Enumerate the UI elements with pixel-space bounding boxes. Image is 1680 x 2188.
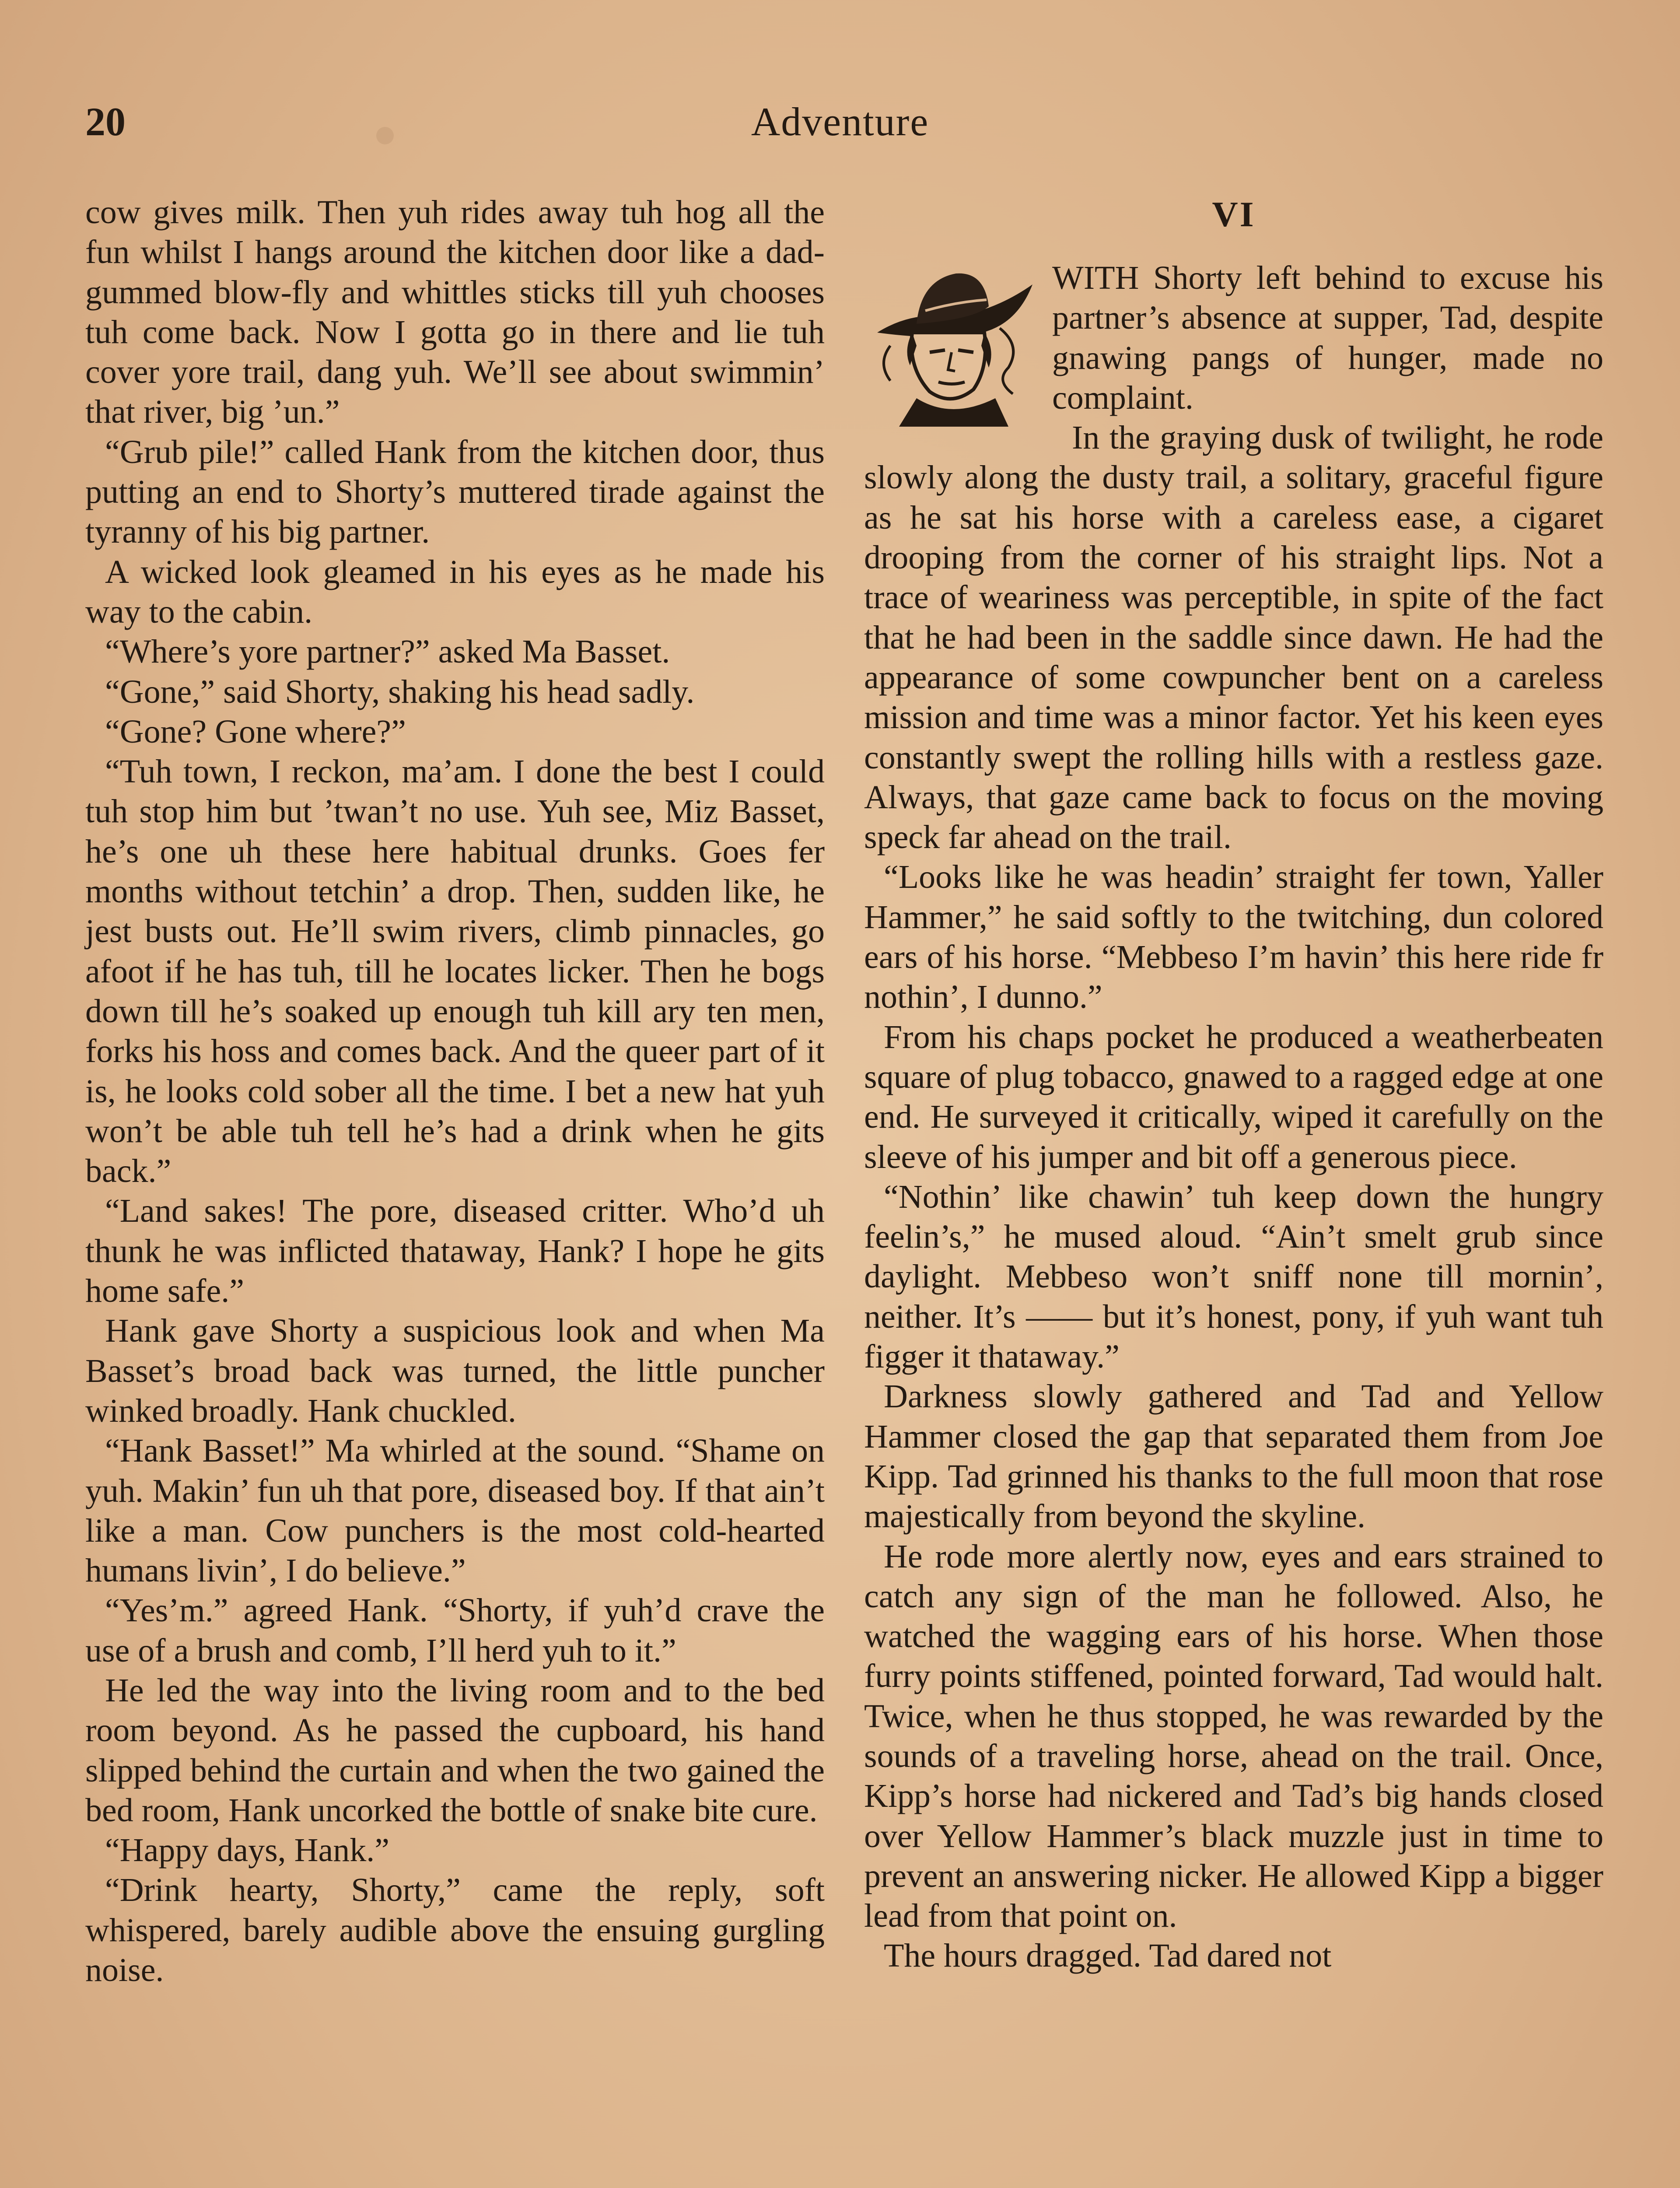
paragraph: “Land sakes! The pore, diseased critter. Who’d uh thunk he was inflicted thataway, Hank? I hope he gits home safe.”	[85, 1192, 825, 1310]
page-header	[85, 91, 1595, 152]
paragraph: In the graying dusk of twilight, he rode slowly along the dusty trail, a solitary, graceful figure as he sat his horse with a careless ease, a cigaret drooping from the corner of his straight lips. Not a trace of weariness was perceptible, in spite of the fact that he had been in the saddle since dawn. He had the appearance of some cowpuncher bent on a careless mission and time was a minor factor. Yet his keen eyes constantly swept the rolling hills with a restless gaze. Always, that gaze came back to focus on the moving speck far ahead on the trail.	[864, 419, 1603, 856]
paragraph: He rode more alertly now, eyes and ears strained to catch any sign of the man he followed. Also, he watched the wagging ears of his horse. When those furry points stiffened, pointed forward, Tad would halt. Twice, when he thus stopped, he was rewarded by the sounds of a traveling horse, ahead on the trail. Once, Kipp’s horse had nickered and Tad’s big hands closed over Yellow Hammer’s black muzzle just in time to prevent an answering nicker. He allowed Kipp a bigger lead from that point on.	[864, 1538, 1603, 1935]
paragraph: “Grub pile!” called Hank from the kitchen door, thus putting an end to Shorty’s muttered tirade against the tyranny of his big partner.	[85, 433, 825, 551]
paragraph: “Where’s yore partner?” asked Ma Basset.	[105, 633, 670, 670]
paragraph: Hank gave Shorty a suspicious look and when Ma Basset’s broad back was turned, the little puncher winked broadly. Hank chuckled.	[85, 1312, 825, 1429]
left-column	[85, 193, 825, 1990]
paragraph: WITH Shorty left behind to excuse his partner’s absence at supper, Tad, despite gnawing pangs of hunger, made no complaint.	[1052, 259, 1603, 416]
paragraph: “Hank Basset!” Ma whirled at the sound. “Shame on yuh. Makin’ fun uh that pore, diseased boy. If that ain’t like a man. Cow punchers is the most cold-hearted humans livin’, I do believe.”	[85, 1432, 825, 1589]
paragraph: A wicked look gleamed in his eyes as he made his way to the cabin.	[85, 553, 825, 630]
cowboy-head-illustration	[864, 258, 1039, 429]
paragraph: From his chaps pocket he produced a weatherbeaten square of plug tobacco, gnawed to a ragged edge at one end. He surveyed it critically, wiped it carefully on the sleeve of his jumper and bit off a generous piece.	[864, 1018, 1603, 1175]
paragraph: Darkness slowly gathered and Tad and Yellow Hammer closed the gap that separated them from Joe Kipp. Tad grinned his thanks to the full moon that rose majestically from beyond the skyline.	[864, 1378, 1603, 1535]
paragraph: “Nothin’ like chawin’ tuh keep down the hungry feelin’s,” he mused aloud. “Ain’t smelt grub since daylight. Mebbeso won’t sniff none till mornin’, neither. It’s —— but it’s honest, pony, if yuh want tuh figger it thataway.”	[864, 1178, 1603, 1375]
paragraph: He led the way into the living room and to the bed room beyond. As he passed the cupboard, his hand slipped behind the curtain and when the two gained the bed room, Hank uncorked the bottle of snake bite cure.	[85, 1672, 825, 1829]
page-number: 20	[85, 99, 126, 144]
paragraph: cow gives milk. Then yuh rides away tuh hog all the fun whilst I hangs around the kitchen door like a dad-gummed blow-fly and whittles sticks till yuh chooses tuh come back. Now I gotta go in there and lie tuh cover yore trail, dang yuh. We’ll see about swimmin’ that river, big ’un.”	[85, 194, 825, 431]
paragraph: “Gone? Gone where?”	[105, 713, 406, 750]
paragraph: The hours dragged. Tad dared not	[884, 1937, 1332, 1974]
running-head: Adventure	[751, 99, 929, 144]
paragraph: “Yes’m.” agreed Hank. “Shorty, if yuh’d crave the use of a brush and comb, I’ll herd yuh to it.”	[85, 1592, 825, 1669]
right-column	[864, 193, 1603, 1976]
paragraph: “Looks like he was headin’ straight fer town, Yaller Hammer,” he said softly to the twitching, dun colored ears of his horse. “Mebbeso I’m havin’ this here ride fr nothin’, I dunno.”	[864, 859, 1603, 1016]
paragraph: “Drink hearty, Shorty,” came the reply, soft whispered, barely audible above the ensuing gurgling noise.	[85, 1872, 825, 1989]
opening-paragraph-block	[864, 258, 1603, 418]
paragraph: “Happy days, Hank.”	[105, 1832, 390, 1869]
paragraph: “Tuh town, I reckon, ma’am. I done the best I could tuh stop him but ’twan’t no use. Yuh see, Miz Basset, he’s one uh these here habitual drunks. Goes fer months without tetchin’ a drop. Then, sudden like, he jest busts out. He’ll swim rivers, climb pinnacles, go afoot if he has tuh, till he locates licker. Then he bogs down till he’s soaked up enough tuh kill ary ten men, forks his hoss and comes back. And the queer part of it is, he looks cold sober all the time. I bet a new hat yuh won’t be able tuh tell he’s had a drink when he gits back.”	[85, 753, 825, 1190]
paragraph: “Gone,” said Shorty, shaking his head sadly.	[105, 673, 695, 710]
section-number: VI	[1212, 194, 1256, 234]
